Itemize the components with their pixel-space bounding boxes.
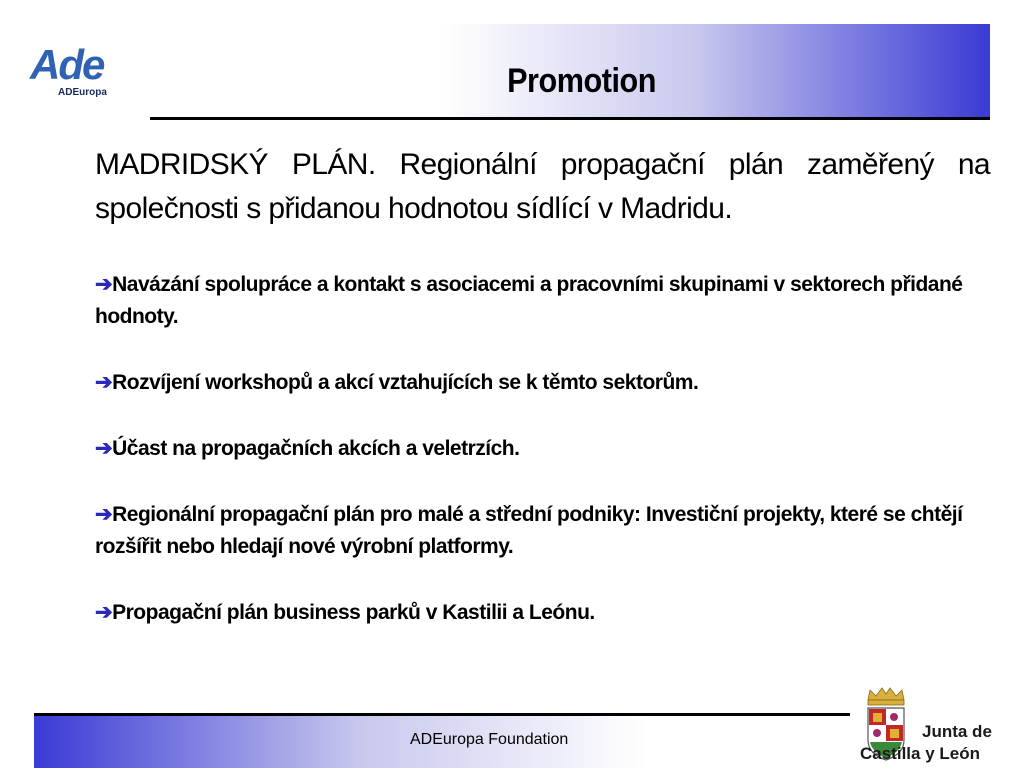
slide-content: [95, 143, 990, 663]
partner-name-line2: Castilla y León: [860, 744, 980, 763]
logo-text: Ade: [30, 41, 104, 88]
ade-logo: [30, 41, 120, 104]
bullet-text: Navázání spolupráce a kontakt s asociacemi a pracovními skupinami v sektorech přidané hodnoty.: [95, 273, 963, 328]
bullet-text: Regionální propagační plán pro malé a střední podniky: Investiční projekty, které se chtějí rozšířit nebo hledají nové výrobní platformy.: [95, 503, 963, 558]
arrow-right-icon: ➔: [95, 437, 113, 460]
bullet-item: [95, 367, 990, 399]
bullet-text: Účast na propagačních akcích a veletrzích.: [112, 437, 520, 460]
arrow-right-icon: ➔: [95, 371, 113, 394]
arrow-right-icon: ➔: [95, 273, 113, 296]
bullet-text: Propagační plán business parků v Kastilii a Leónu.: [112, 601, 595, 624]
header-divider: [150, 117, 990, 120]
bullet-text: Rozvíjení workshopů a akcí vztahujících se k těmto sektorům.: [112, 371, 699, 394]
bullet-item: [95, 269, 990, 333]
partner-name-line1: Junta de: [922, 722, 992, 741]
bullet-item: [95, 433, 990, 465]
page-title: Promotion: [507, 62, 656, 100]
bullet-item: [95, 597, 990, 629]
logo-subtext: ADEuropa: [58, 87, 107, 98]
bullet-item: [95, 499, 990, 563]
intro-paragraph: MADRIDSKÝ PLÁN. Regionální propagační plán zaměřený na společnosti s přidanou hodnotou sídlící v Madridu.: [95, 148, 990, 225]
footer-text: ADEuropa Foundation: [410, 731, 569, 748]
arrow-right-icon: ➔: [95, 601, 113, 624]
arrow-right-icon: ➔: [95, 503, 113, 526]
